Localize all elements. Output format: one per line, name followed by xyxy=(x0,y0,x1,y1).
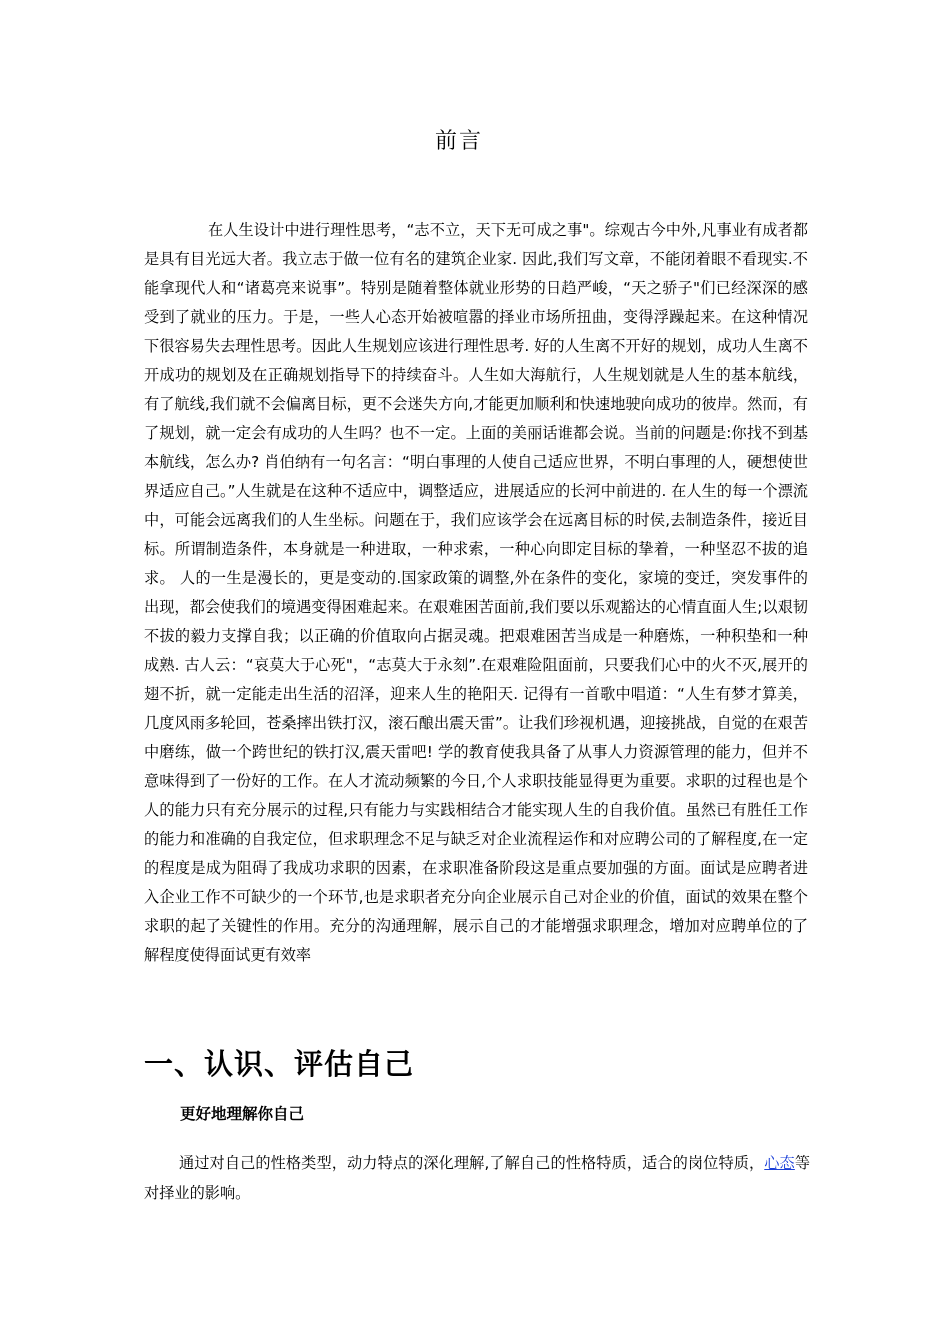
page-title: 前言 xyxy=(434,129,483,154)
section-heading: 一、认识、评估自己 xyxy=(144,1047,415,1081)
paragraph-text-before-link: 通过对自己的性格类型，动力特点的深化理解,了解自己的性格特质，适合的岗位特质， xyxy=(179,1154,765,1172)
section-subheading: 更好地理解你自己 xyxy=(180,1105,305,1123)
mindset-link[interactable]: 心态 xyxy=(764,1154,795,1172)
paragraph-text-after-link: 等对择业的影响。 xyxy=(144,1154,811,1202)
section-paragraph xyxy=(144,1148,810,1208)
preface-paragraph: 在人生设计中进行理性思考，“志不立，天下无可成之事"。综观古今中外,凡事业有成者都是具有目光远大者。我立志于做一位有名的建筑企业家. 因此,我们写文章，不能闭着眼不看现实.不能拿现代人和“诸葛亮来说事”。特别是随着整体就业形势的日趋严峻，“天之骄子"们已经深深的感受到了就业的压力。于是，一些人心态开始被喧嚣的择业市场所扭曲，变得浮躁起来。在这种情况下很容易失去理性思考。因此人生规划应该进行理性思考. 好的人生离不开好的规划，成功人生离不开成功的规划及在正确规划指导下的持续奋斗。人生如大海航行，人生规划就是人生的基本航线，有了航线,我们就不会偏离目标，更不会迷失方向,才能更加顺利和快速地驶向成功的彼岸。然而，有了规划，就一定会有成功的人生吗？也不一定。上面的美丽话谁都会说。当前的问题是:你找不到基本航线，怎么办? 肖伯纳有一句名言：“明白事理的人使自己适应世界，不明白事理的人，硬想使世界适应自己。”人生就是在这种不适应中，调整适应，进展适应的长河中前进的. 在人生的每一个漂流中，可能会远离我们的人生坐标。问题在于，我们应该学会在远离目标的时侯,去制造条件，接近目标。所谓制造条件，本身就是一种进取，一种求索，一种心向即定目标的挚着，一种坚忍不拔的追求。 人的一生是漫长的，更是变动的.国家政策的调整,外在条件的变化，家境的变迁，突发事件的出现，都会使我们的境遇变得困难起来。在艰难困苦面前,我们要以乐观豁达的心情直面人生;以艰韧不拔的毅力支撑自我；以正确的价值取向占据灵魂。把艰难困苦当成是一种磨炼，一种积垫和一种成熟. 古人云：“哀莫大于心死"，“志莫大于永刻”.在艰难险阻面前，只要我们心中的火不灭,展开的翅不折，就一定能走出生活的沼泽，迎来人生的艳阳天. 记得有一首歌中唱道：“人生有梦才算美，几度风雨多轮回，苍桑摔出铁打汉，滚石酿出震天雷”。让我们珍视机遇，迎接挑战，自觉的在艰苦中磨练，做一个跨世纪的铁打汉,震天雷吧! 学的教育使我具备了从事人力资源管理的能力，但并不意味得到了一份好的工作。在人才流动频繁的今日,个人求职技能显得更为重要。求职的过程也是个人的能力只有充分展示的过程,只有能力与实践相结合才能实现人生的自我价值。虽然已有胜任工作的能力和准确的自我定位，但求职理念不足与缺乏对企业流程运作和对应聘公司的了解程度,在一定的程度是成为阻碍了我成功求职的因素，在求职准备阶段这是重点要加强的方面。面试是应聘者进入企业工作不可缺少的一个环节,也是求职者充分向企业展示自己对企业的价值，面试的效果在整个求职的起了关键性的作用。充分的沟通理解，展示自己的才能增强求职理念，增加对应聘单位的了解程度使得面试更有效率 xyxy=(144,221,808,964)
